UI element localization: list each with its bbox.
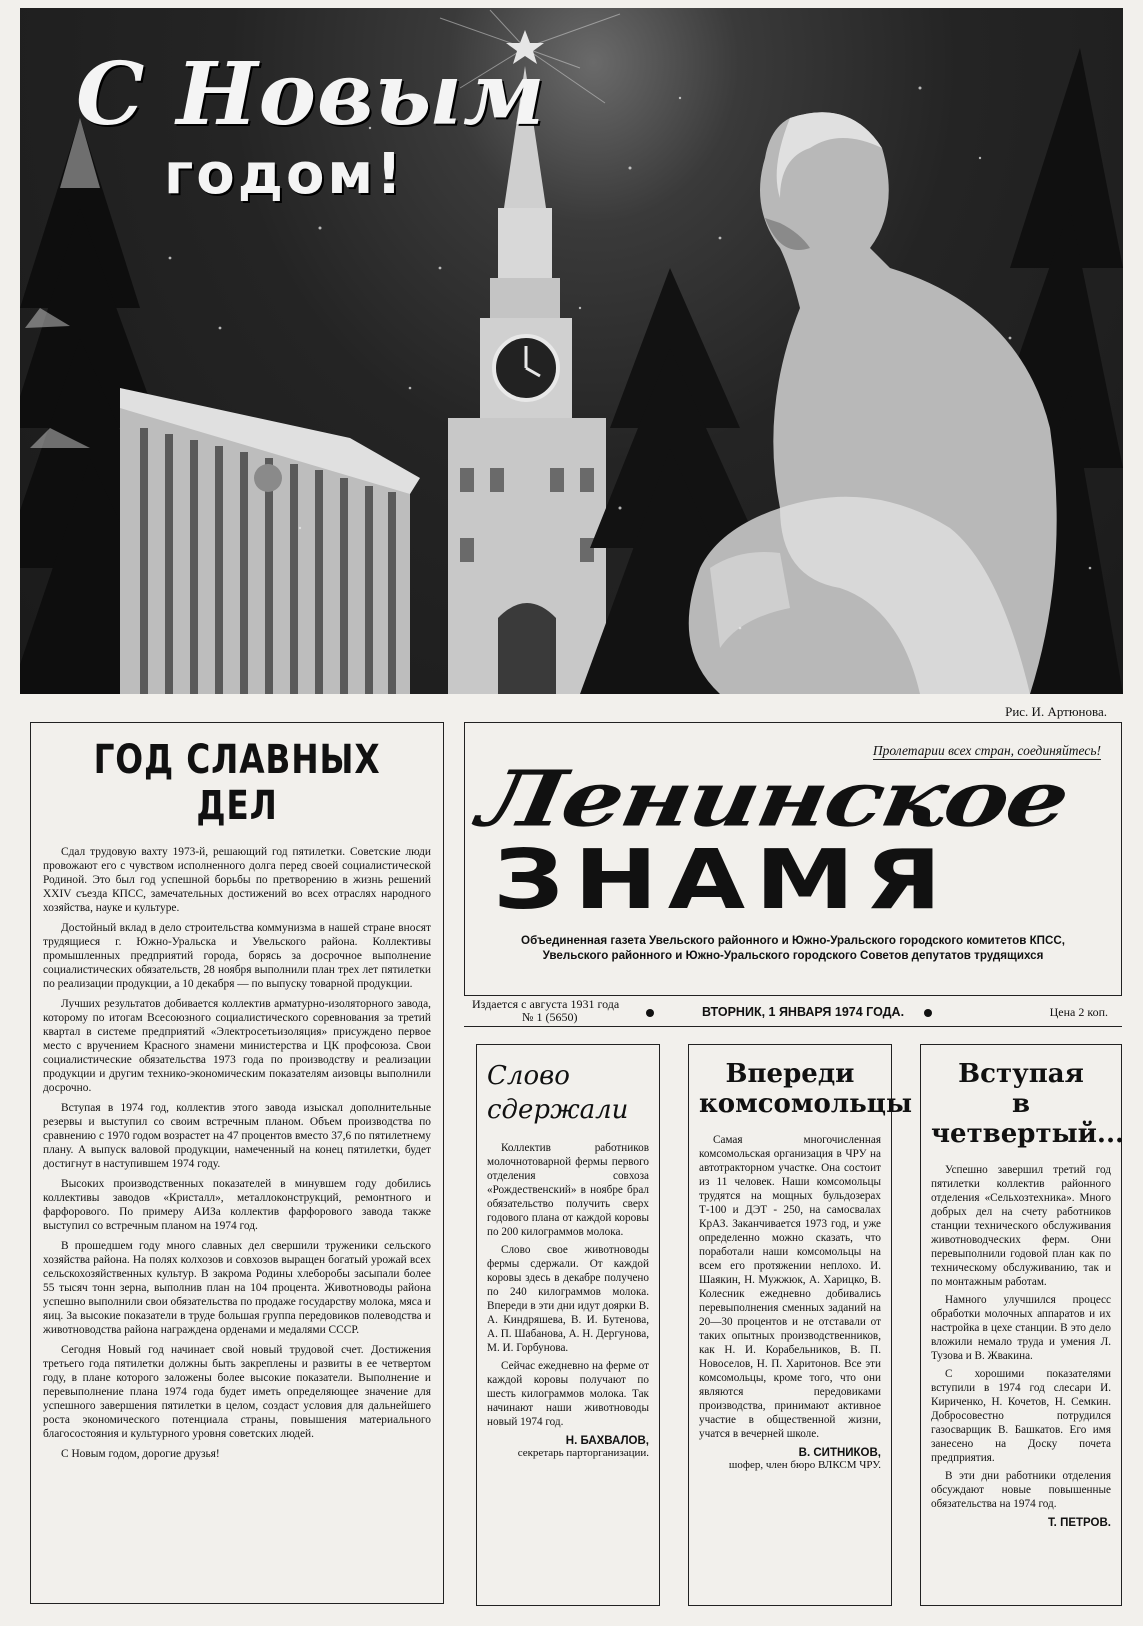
article-title-line-2: в четвертый... bbox=[931, 1089, 1125, 1149]
palace-building bbox=[120, 388, 420, 694]
article-title-line-1: Впереди bbox=[725, 1059, 855, 1089]
article-paragraph: Слово свое животноводы фермы сдержали. От каждой коровы здесь в декабре получено по 240 килограммов молока. Впереди в эти дни идут доярки В. А. Киндряшева, В. И. Бутенова, А. П. Шабанова, А. Н. Дергунова, М. И. Горбунова. bbox=[487, 1244, 649, 1354]
article-paragraph: С хорошими показателями вступили в 1974 год слесари И. Кириченко, Н. Кочетов, Н. Семкин. Добросовестно потрудился газосварщик В. Башкатов. Его имя занесено на Доску почета предприятия. bbox=[931, 1368, 1111, 1464]
article-signature-role: шофер, член бюро ВЛКСМ ЧРУ. bbox=[728, 1459, 881, 1471]
lenin-monument bbox=[689, 112, 1057, 694]
article-signature-role: секретарь парторганизации. bbox=[517, 1447, 649, 1459]
masthead bbox=[464, 722, 1122, 996]
article-paragraph: Намного улучшился процесс обработки молочных аппаратов и их настройка в цехе станции. В это дело вложили немало труда и умения Л. Тузова и В. Жвакина. bbox=[931, 1294, 1111, 1362]
issue-number: № 1 (5650) bbox=[522, 1010, 578, 1024]
masthead-subtitle-line-2: Увельского районного и Южно-Уральского городского Советов депутатов трудящихся bbox=[542, 949, 1044, 962]
article-title bbox=[699, 1059, 913, 1119]
editorial-paragraph: Лучших результатов добивается коллектив арматурно-изоляторного завода, которому по итогам Всесоюзного социалистического соревнования за третий квартал в системе предприятий «Электросетьизоляция» присуждено первое место с вручением Красного знамени министерства и ЦК профсоюза. Свои социалистические обязательства 1973 года по производству и реализации продукции и другим технико-экономическим показателям аизовцы выполнили досрочно. bbox=[43, 998, 431, 1094]
front-illustration bbox=[20, 8, 1123, 694]
article-title-line-2: сдержали bbox=[487, 1095, 629, 1125]
masthead-subtitle bbox=[465, 933, 1121, 963]
masthead-slogan: Пролетарии всех стран, соединяйтесь! bbox=[872, 743, 1101, 758]
greeting-line-2: годом! bbox=[164, 142, 405, 207]
editorial-closing: С Новым годом, дорогие друзья! bbox=[61, 1448, 220, 1460]
editorial-title: ГОД СЛАВНЫХ ДЕЛ bbox=[93, 737, 381, 829]
article-paragraph: Самая многочисленная комсомольская организация в ЧРУ на автотракторном участке. Она состоит из 11 человек. Наши комсомольцы трудятся на мощных бульдозерах Т-100 и ДЭТ - 250, на самосвалах КрАЗ. Заканчивается 1973 год, и уже определенно можно сказать, что поработали наши комсомольцы на всем его протяжении неплохо. И. Шаякин, Н. Мужжюк, А. Харицко, В. Колесник ежедневно добивались перевыполнения сменных заданий на 20—30 процентов и не отставали от таких опытных производственников, как Н. И. Корабельников, В. П. Новоселов, Н. П. Харитонов. Все эти комсомольцы, кроме того, что они являются передовиками производства, принимают активное участие в общественной жизни, учатся в вечерней школе. bbox=[699, 1134, 881, 1440]
article-vstupaya-v-chetvertyi bbox=[920, 1044, 1125, 1606]
article-title-line-1: Слово bbox=[487, 1061, 570, 1091]
masthead-subtitle-line-1: Объединенная газета Увельского районного и Южно-Уральского городского комитетов КПСС, bbox=[521, 934, 1065, 947]
article-paragraph: Успешно завершил третий год пятилетки коллектив районного отделения «Сельхозтехника». Много добрых дел на счету работников станции технического обслуживания животноводческих ферм. Они перевыполнили годовой план как по техническому обслуживанию, так и по монтажным работам. bbox=[931, 1164, 1111, 1288]
editorial-paragraph: Сдал трудовую вахту 1973-й, решающий год пятилетки. Советские люди провожают его с чувством исполненного долга перед своей социалистической Родиной. Это был год успешной борьбы по претворению в жизнь решений XXIV съезда КПСС, замечательных достижений во всех отраслях народного хозяйства, науке и культуре. bbox=[43, 846, 431, 914]
issue-info-bar bbox=[464, 996, 1122, 1027]
issue-left bbox=[472, 998, 619, 1024]
editorial-paragraph: Достойный вклад в дело строительства коммунизма в нашей стране вносят трудящиеся г. Южно-Уральска и Увельского района. Коллективы промышленных предприятий города, борясь за досрочное выполнение социалистических обязательств, 28 ноября выполнили план трех лет пятилетки по реализации продукции, а 10 декабря — по выпуску товарной продукции. bbox=[43, 922, 431, 990]
article-paragraph: В эти дни работники отделения обсуждают новые повышенные обязательства на 1974 год. bbox=[931, 1470, 1111, 1510]
article-signature: Н. БАХВАЛОВ, bbox=[565, 1435, 649, 1447]
bullet-icon bbox=[646, 1009, 654, 1017]
editorial-paragraph: В прошедшем году много славных дел свершили труженики сельского хозяйства района. На полях колхозов и совхозов выращен богатый урожай всех сельскохозяйственных культур. В закрома Родины хлеборобы засыпали более 55 тысяч тонн зерна, выполнив план на 104 процента. Животноводы района успешно выполнили свои обязательства по продаже государству молока, мяса и яиц. За высокие показатели в труде большая группа передовиков полеводства и животноводства района награждена орденами и медалями СССР. bbox=[43, 1240, 431, 1336]
bullet-icon bbox=[924, 1009, 932, 1017]
editorial-paragraph: Сегодня Новый год начинает свой новый трудовой счет. Достижения третьего года пятилетки должны быть закреплены и развиты в ее четвертом году, в плане которого заложены более высокие показатели. Выполнение и перевыполнение плана 1974 года будет иметь определяющее значение для успешного завершения пятилетки в целом, создаст условия для дальнейшего роста экономического потенциала страны, повышения материального благосостояния и культурного уровня советских людей. bbox=[43, 1344, 431, 1440]
article-title bbox=[931, 1059, 1125, 1149]
article-signature: Т. ПЕТРОВ. bbox=[1047, 1517, 1111, 1529]
issue-date: ВТОРНИК, 1 ЯНВАРЯ 1974 ГОДА. bbox=[702, 1005, 905, 1019]
newspaper-title-line-1: Ленинское bbox=[472, 753, 1075, 844]
article-title bbox=[487, 1059, 649, 1127]
article-title-line-1: Вступая bbox=[958, 1059, 1084, 1089]
newspaper-title-line-2: ЗНАМЯ bbox=[493, 831, 952, 928]
article-paragraph: Коллектив работников молочнотоварной фермы первого отделения совхоза «Рождественский» в ноябре брал обязательство получить сверх годового плана от каждой коровы по 200 килограммов молока. bbox=[487, 1142, 649, 1238]
published-since: Издается с августа 1931 года bbox=[472, 997, 620, 1011]
illustration-credit: Рис. И. Артюнова. bbox=[1005, 704, 1107, 719]
article-signature: В. СИТНИКОВ, bbox=[798, 1447, 881, 1459]
editorial-article bbox=[30, 722, 444, 1604]
article-title-line-2: комсомольцы bbox=[699, 1089, 913, 1119]
article-vperedi-komsomoltsy bbox=[688, 1044, 913, 1606]
greeting-line-1: С Новым bbox=[76, 44, 546, 145]
article-paragraph: Сейчас ежедневно на ферме от каждой коровы получают по шесть килограммов молока. Так начинают наши животноводы новый 1974 год. bbox=[487, 1360, 649, 1428]
spasskaya-tower bbox=[448, 66, 606, 694]
editorial-paragraph: Высоких производственных показателей в минувшем году добились коллективы заводов «Кристалл», металлоконструкций, ремонтного и фарфорового. По примеру АИЗа коллектив фарфорового завода также выступил со встречным планом на 1974 год. bbox=[43, 1178, 431, 1232]
article-slovo-sderzhali bbox=[476, 1044, 660, 1606]
editorial-paragraph: Вступая в 1974 год, коллектив этого завода изыскал дополнительные резервы и выступил со своим встречным планом. Объем производства по сравнению с 1970 годом возрастет на 47 процентов вместо 37,6 по пятилетнему плану. А выпуск валовой продукции, намеченный на конец пятилетки, будет достигнут в наступившем 1974 году. bbox=[43, 1102, 431, 1170]
issue-price: Цена 2 коп. bbox=[1049, 1005, 1108, 1019]
